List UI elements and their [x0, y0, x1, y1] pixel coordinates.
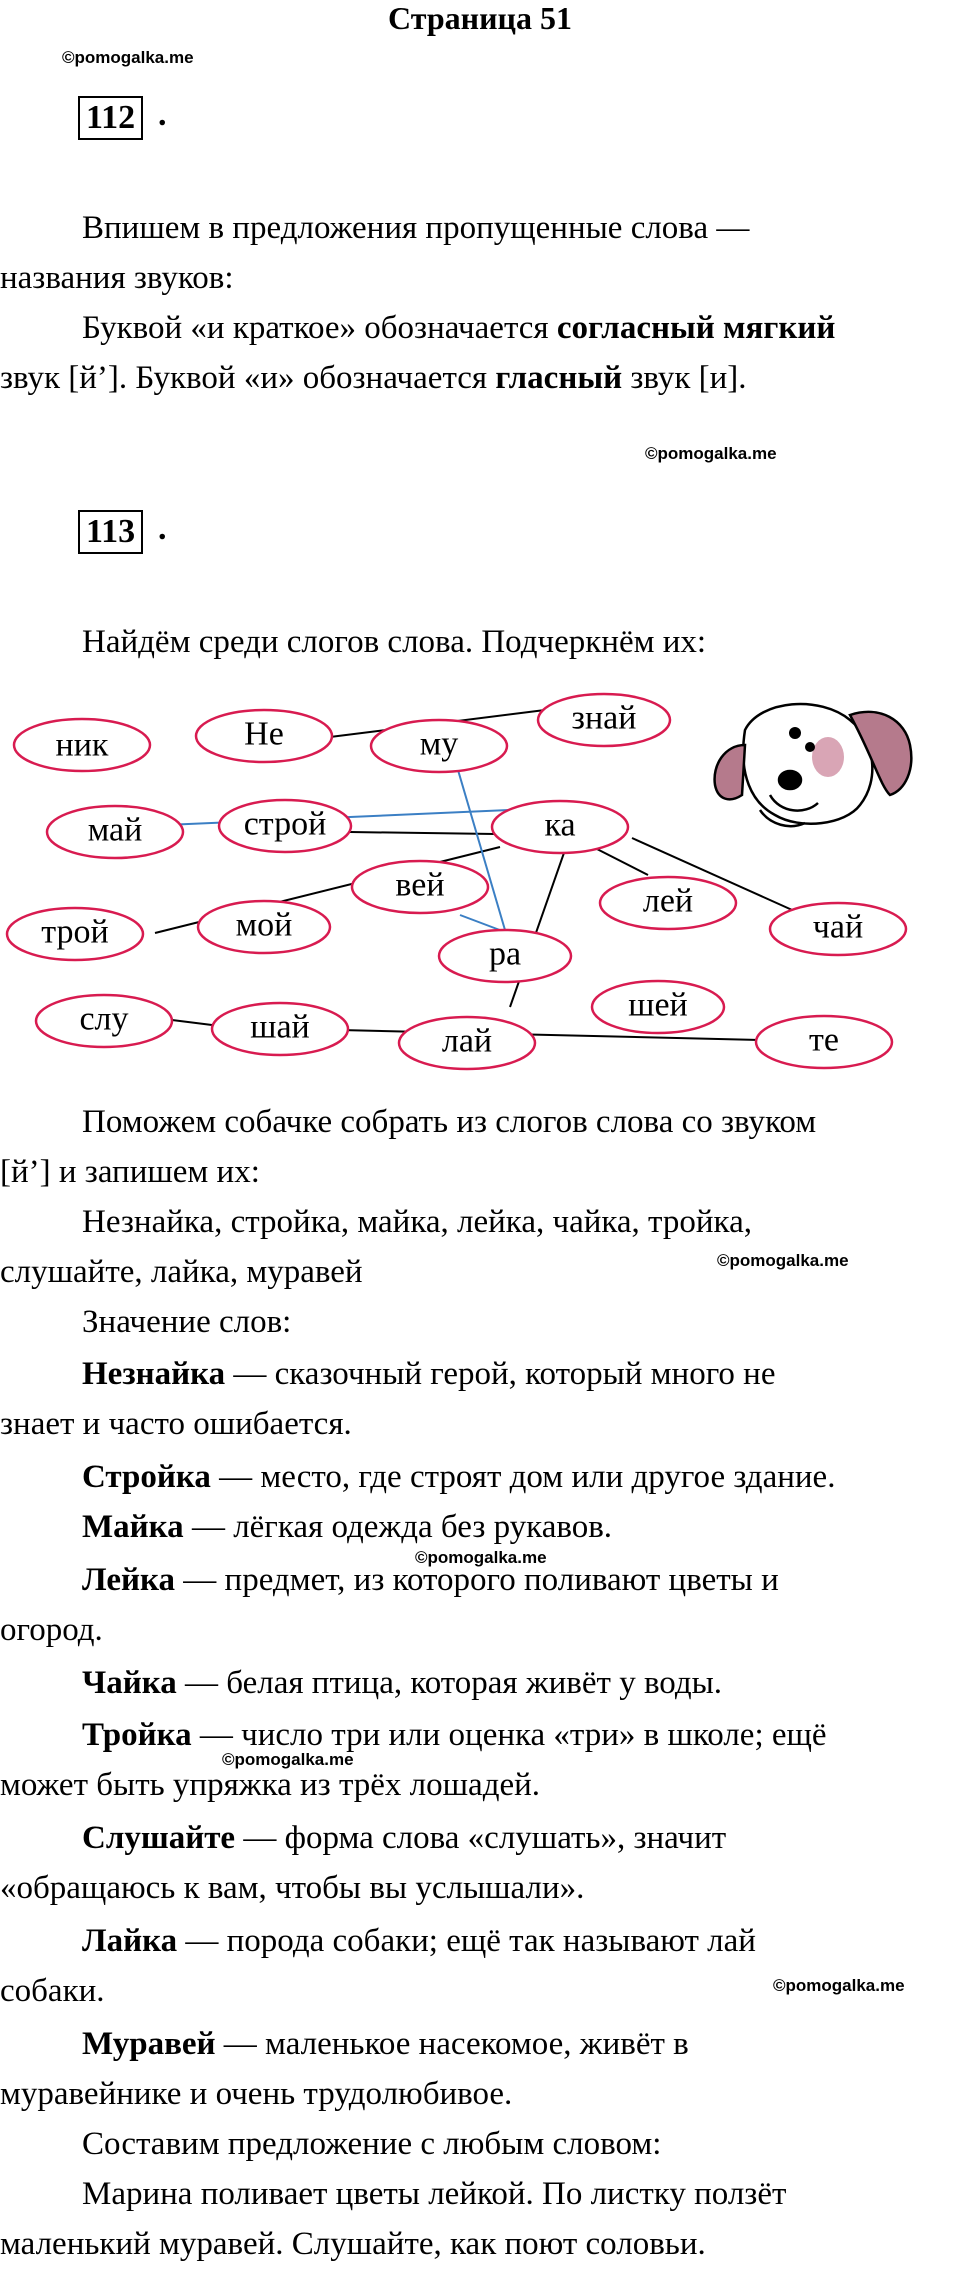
task-number-dot: . [158, 510, 167, 547]
syllable-label: знай [571, 699, 637, 737]
definition-layka-cont: собаки. [0, 1973, 105, 2009]
definition-mayka: Майка — лёгкая одежда без рукавов. [82, 1509, 613, 1545]
task113-intro: Найдём среди слогов слова. Подчеркнём их: [82, 624, 707, 660]
syllable-label: ра [488, 935, 522, 973]
syllable-label: Не [244, 715, 284, 753]
meaning-intro: Значение слов: [82, 1304, 292, 1340]
syllable-label: му [419, 725, 459, 763]
watermark: ©pomogalka.me [62, 48, 194, 67]
watermark: ©pomogalka.me [717, 1251, 849, 1270]
definition-slushayte-cont: «обращаюсь к вам, чтобы вы услышали». [0, 1870, 585, 1906]
definition-troyka-cont: может быть упряжка из трёх лошадей. [0, 1767, 541, 1803]
link-line [172, 1020, 212, 1025]
task-number-dot: . [158, 96, 167, 133]
sentence-line2: маленький муравей. Слушайте, как поют соловьи. [0, 2226, 706, 2262]
words-line1: Незнайка, стройка, майка, лейка, чайка, тройка, [82, 1204, 752, 1240]
definition-leyka: Лейка — предмет, из которого поливают цветы и [82, 1562, 779, 1598]
definition-slushayte: Слушайте — форма слова «слушать», значит [82, 1820, 727, 1856]
task-number-113: 113 [78, 510, 143, 554]
definition-muravey-cont: муравейнике и очень трудолюбивое. [0, 2076, 513, 2112]
link-line [510, 850, 565, 1007]
syllable-label: лей [642, 882, 694, 920]
syllable-label: строй [243, 805, 327, 843]
watermark: ©pomogalka.me [222, 1750, 354, 1769]
link-line [350, 832, 495, 834]
syllable-label: ка [544, 806, 576, 844]
dog-illustration [715, 704, 912, 826]
syllable-label: лай [441, 1022, 493, 1060]
syllable-label: вей [395, 866, 445, 904]
help-line2: [й’] и запишем их: [0, 1154, 260, 1190]
task112-line4: звук [й’]. Буквой «и» обозначается гласный звук [и]. [0, 360, 747, 396]
definition-layka: Лайка — порода собаки; ещё так называют лай [82, 1923, 756, 1959]
definition-troyka: Тройка — число три или оценка «три» в школе; ещё [82, 1717, 827, 1753]
task112-line2: названия звуков: [0, 260, 234, 296]
watermark: ©pomogalka.me [415, 1548, 547, 1567]
definition-neznayka: Незнайка — сказочный герой, который много не [82, 1356, 776, 1392]
definition-muravey: Муравей — маленькое насекомое, живёт в [82, 2026, 689, 2062]
compose-intro: Составим предложение с любым словом: [82, 2126, 662, 2162]
words-line2: слушайте, лайка, муравей [0, 1254, 363, 1290]
link-line [595, 848, 648, 875]
definition-stroyka: Стройка — место, где строят дом или другое здание. [82, 1459, 836, 1495]
syllable-label: трой [41, 913, 109, 951]
sentence-line1: Марина поливает цветы лейкой. По листку ползёт [82, 2176, 787, 2212]
definition-leyka-cont: огород. [0, 1612, 103, 1648]
syllable-diagram [0, 685, 960, 1100]
task-number-112: 112 [78, 96, 143, 140]
syllable-label: те [809, 1021, 839, 1059]
syllable-label: шай [250, 1008, 310, 1046]
help-line1: Поможем собачке собрать из слогов слова со звуком [82, 1104, 817, 1140]
syllable-label: чай [812, 908, 864, 946]
page-title: Страница 51 [388, 0, 572, 36]
syllable-label: мой [235, 906, 293, 944]
syllable-label: ник [55, 726, 109, 764]
syllable-label: шей [628, 986, 688, 1024]
definition-neznayka-cont: знает и часто ошибается. [0, 1406, 352, 1442]
definition-chayka: Чайка — белая птица, которая живёт у воды. [82, 1665, 723, 1701]
task112-line3: Буквой «и краткое» обозначается согласный мягкий [82, 310, 836, 346]
syllable-label: слу [79, 1000, 129, 1038]
watermark: ©pomogalka.me [645, 444, 777, 463]
task112-line1: Впишем в предложения пропущенные слова — [82, 210, 750, 246]
syllable-label: май [87, 811, 143, 849]
watermark: ©pomogalka.me [773, 1976, 905, 1995]
